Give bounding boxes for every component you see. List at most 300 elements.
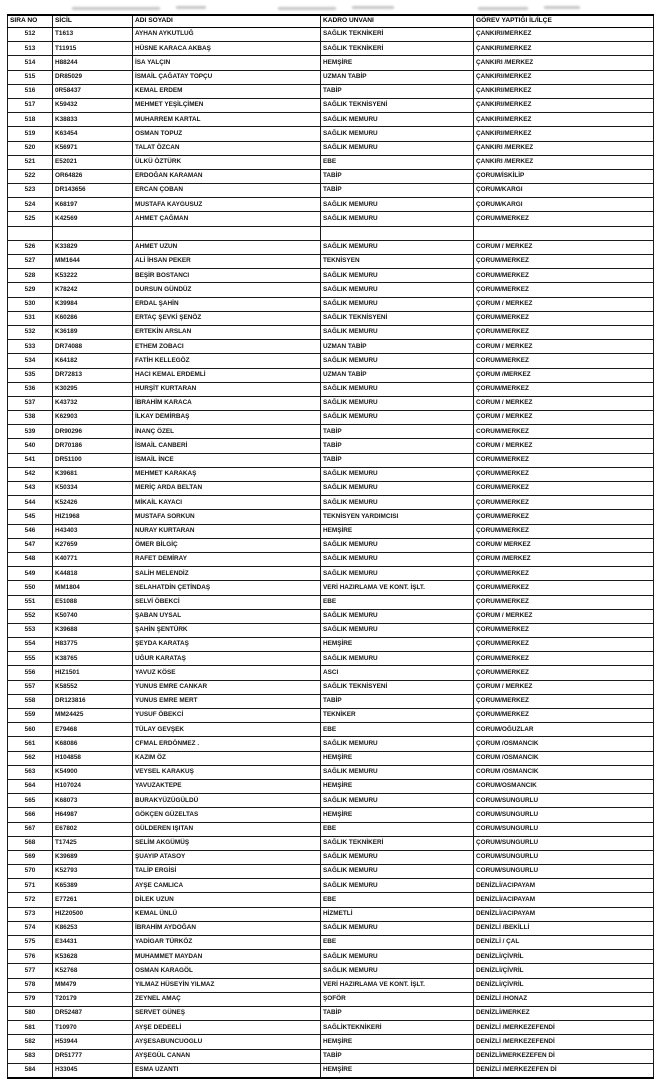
cell-gorev-il-ilce: DENİZLİ /MERKEZEFEN Dİ	[474, 1063, 654, 1078]
cell-gorev-il-ilce: CORUM / MERKEZ	[474, 340, 654, 354]
cell-adi-soyadi: MERİÇ ARDA BELTAN	[133, 482, 321, 496]
cell-kadro-unvani: HEMŞİRE	[321, 56, 474, 70]
table-row	[8, 723, 654, 737]
cell-adi-soyadi: KAZIM ÖZ	[133, 751, 321, 765]
cell-kadro-unvani: SAĞLIK MEMURU	[321, 765, 474, 779]
table-row	[8, 638, 654, 652]
empty-row	[8, 226, 654, 240]
cell-sicil: H107024	[53, 779, 133, 793]
table-row	[8, 751, 654, 765]
table-row	[8, 666, 654, 680]
cell-sicil: H104858	[53, 751, 133, 765]
table-row	[8, 467, 654, 481]
cell-sicil: H43403	[53, 524, 133, 538]
cell-sicil: H64987	[53, 808, 133, 822]
cell-sira-no: 534	[8, 354, 53, 368]
cell-gorev-il-ilce: DENİZLİ /BEKİLLİ	[474, 921, 654, 935]
cell-gorev-il-ilce: CORUM/OSMANCIK	[474, 779, 654, 793]
cell-sicil: K30295	[53, 382, 133, 396]
cell-gorev-il-ilce: ÇORUM/MERKEZ	[474, 311, 654, 325]
cell-kadro-unvani: UZMAN TABİP	[321, 368, 474, 382]
cell-adi-soyadi: İSA YALÇIN	[133, 56, 321, 70]
cell-gorev-il-ilce: ÇORUM/SUNGURLU	[474, 836, 654, 850]
cell-adi-soyadi: ÜLKÜ ÖZTÜRK	[133, 155, 321, 169]
cell-gorev-il-ilce: ÇORUM /OSMANCIK	[474, 737, 654, 751]
cell-sicil: K36189	[53, 325, 133, 339]
table-row	[8, 808, 654, 822]
cell-gorev-il-ilce: DENİZLİ /HONAZ	[474, 992, 654, 1006]
cell-adi-soyadi: YUNUS EMRE CANKAR	[133, 680, 321, 694]
cell-sira-no: 512	[8, 28, 53, 42]
cell-sira-no: 555	[8, 652, 53, 666]
cell-sira-no: 537	[8, 396, 53, 410]
cell-adi-soyadi: ESMA UZANTI	[133, 1063, 321, 1078]
cell-kadro-unvani: EBE	[321, 595, 474, 609]
cell-adi-soyadi: ŞAHİN ŞENTÜRK	[133, 623, 321, 637]
cell-sira-no: 557	[8, 680, 53, 694]
table-row	[8, 198, 654, 212]
cell-kadro-unvani: HEMŞİRE	[321, 1035, 474, 1049]
cell-adi-soyadi: ERDOĞAN KARAMAN	[133, 169, 321, 183]
cell-sira-no: 553	[8, 623, 53, 637]
cell-sira-no: 516	[8, 84, 53, 98]
table-row	[8, 482, 654, 496]
cell-gorev-il-ilce: ÇANKIRI/MERKEZ	[474, 42, 654, 56]
cell-sicil: HIZ1501	[53, 666, 133, 680]
cell-sira-no: 541	[8, 453, 53, 467]
cell-adi-soyadi: BEŞİR BOSTANCI	[133, 269, 321, 283]
cell-gorev-il-ilce: ÇORUM/MERKEZ	[474, 595, 654, 609]
cell-gorev-il-ilce: ÇORUM/MERKEZ	[474, 524, 654, 538]
cell-sicil: K59432	[53, 98, 133, 112]
table-row	[8, 879, 654, 893]
table-row	[8, 822, 654, 836]
column-header-sira-no: SIRA NO	[8, 15, 53, 28]
cell-kadro-unvani	[321, 226, 474, 240]
table-row	[8, 538, 654, 552]
cell-sira-no: 581	[8, 1021, 53, 1035]
cell-kadro-unvani: VERİ HAZIRLAMA VE KONT. İŞLT.	[321, 978, 474, 992]
cell-adi-soyadi: SALİH MELENDİZ	[133, 567, 321, 581]
cell-sira-no: 577	[8, 964, 53, 978]
table-row	[8, 765, 654, 779]
cell-kadro-unvani: SAĞLIK TEKNİKERİ	[321, 28, 474, 42]
scan-smudge	[352, 6, 394, 9]
cell-adi-soyadi: GÜLDEREN IŞITAN	[133, 822, 321, 836]
cell-kadro-unvani: TABİP	[321, 1049, 474, 1063]
cell-adi-soyadi: SELAHATDİN ÇETİNDAŞ	[133, 581, 321, 595]
cell-sira-no: 520	[8, 141, 53, 155]
cell-adi-soyadi: MEHMET KARAKAŞ	[133, 467, 321, 481]
cell-gorev-il-ilce: ÇORUM/MERKEZ	[474, 467, 654, 481]
cell-sicil: T1613	[53, 28, 133, 42]
table-row	[8, 212, 654, 226]
cell-sira-no: 567	[8, 822, 53, 836]
cell-adi-soyadi: SERVET GÜNEŞ	[133, 1006, 321, 1020]
table-row	[8, 297, 654, 311]
cell-kadro-unvani: SAĞLIK MEMURU	[321, 879, 474, 893]
table-row	[8, 1021, 654, 1035]
cell-sicil: K50740	[53, 609, 133, 623]
cell-kadro-unvani: SAĞLIK MEMURU	[321, 382, 474, 396]
cell-sicil: E34431	[53, 936, 133, 950]
cell-kadro-unvani: TABİP	[321, 694, 474, 708]
cell-adi-soyadi: ŞUAYIP ATASOY	[133, 850, 321, 864]
table-row	[8, 1063, 654, 1078]
cell-kadro-unvani: EBE	[321, 723, 474, 737]
cell-sira-no: 578	[8, 978, 53, 992]
cell-kadro-unvani: TEKNİSYEN YARDIMCISI	[321, 510, 474, 524]
cell-gorev-il-ilce: ÇORUM/MERKEZ	[474, 510, 654, 524]
cell-gorev-il-ilce: CORUM/MERKEZ	[474, 482, 654, 496]
cell-gorev-il-ilce: ÇANKIRI/MERKEZ	[474, 98, 654, 112]
cell-sira-no: 576	[8, 950, 53, 964]
cell-sicil: MM1644	[53, 255, 133, 269]
table-row	[8, 836, 654, 850]
cell-sicil: DR70186	[53, 439, 133, 453]
cell-sicil: K39689	[53, 850, 133, 864]
cell-sira-no: 522	[8, 169, 53, 183]
cell-kadro-unvani: SAĞLIK MEMURU	[321, 269, 474, 283]
cell-kadro-unvani: EBE	[321, 893, 474, 907]
cell-gorev-il-ilce: ÇORUM/MERKEZ	[474, 496, 654, 510]
cell-gorev-il-ilce: ÇORUM / MERKEZ	[474, 680, 654, 694]
cell-kadro-unvani: TABİP	[321, 169, 474, 183]
cell-kadro-unvani: EBE	[321, 155, 474, 169]
cell-gorev-il-ilce: ÇORUM/KARGI	[474, 184, 654, 198]
cell-sira-no: 547	[8, 538, 53, 552]
cell-kadro-unvani: UZMAN TABİP	[321, 340, 474, 354]
cell-gorev-il-ilce: ÇANKIRI /MERKEZ	[474, 56, 654, 70]
cell-adi-soyadi: MUSTAFA SORKUN	[133, 510, 321, 524]
cell-sicil: K78242	[53, 283, 133, 297]
cell-sicil: T11915	[53, 42, 133, 56]
cell-sira-no: 551	[8, 595, 53, 609]
cell-sira-no: 538	[8, 411, 53, 425]
table-row	[8, 1049, 654, 1063]
cell-sira-no: 527	[8, 255, 53, 269]
cell-adi-soyadi: ZEYNEL AMAÇ	[133, 992, 321, 1006]
cell-sira-no: 533	[8, 340, 53, 354]
cell-gorev-il-ilce: ÇORUM / MERKEZ	[474, 297, 654, 311]
column-header-sicil: SİCİL	[53, 15, 133, 28]
table-row	[8, 907, 654, 921]
table-row	[8, 978, 654, 992]
table-row	[8, 127, 654, 141]
cell-gorev-il-ilce: DENİZLİ/ACIPAYAM	[474, 907, 654, 921]
cell-gorev-il-ilce: CORUM / MERKEZ	[474, 396, 654, 410]
cell-sira-no: 562	[8, 751, 53, 765]
cell-kadro-unvani: SAĞLIK MEMURU	[321, 240, 474, 254]
cell-kadro-unvani: SAĞLİKTEKNİKERİ	[321, 1021, 474, 1035]
cell-kadro-unvani: EBE	[321, 936, 474, 950]
cell-sicil: DR90296	[53, 425, 133, 439]
table-row	[8, 411, 654, 425]
cell-sira-no: 542	[8, 467, 53, 481]
cell-adi-soyadi: NURAY KURTARAN	[133, 524, 321, 538]
cell-adi-soyadi: KEMAL ERDEM	[133, 84, 321, 98]
cell-sira-no: 543	[8, 482, 53, 496]
cell-adi-soyadi: İSMAİL CANBERİ	[133, 439, 321, 453]
table-row	[8, 936, 654, 950]
cell-adi-soyadi: YUNUS EMRE MERT	[133, 694, 321, 708]
cell-gorev-il-ilce: CORUM /OSMANCIK	[474, 765, 654, 779]
table-row	[8, 552, 654, 566]
cell-adi-soyadi	[133, 226, 321, 240]
cell-kadro-unvani: SAĞLIK MEMURU	[321, 467, 474, 481]
cell-sicil: T10970	[53, 1021, 133, 1035]
cell-gorev-il-ilce: ÇORUM/MERKEZ	[474, 567, 654, 581]
cell-gorev-il-ilce: ÇANKIRI /MERKEZ	[474, 155, 654, 169]
cell-sicil: OR64826	[53, 169, 133, 183]
table-row	[8, 609, 654, 623]
cell-adi-soyadi: ERTAÇ ŞEVKİ ŞENÖZ	[133, 311, 321, 325]
cell-adi-soyadi: GÖKÇEN GÜZELTAS	[133, 808, 321, 822]
cell-adi-soyadi: AYŞE CAMLICA	[133, 879, 321, 893]
table-row	[8, 340, 654, 354]
cell-adi-soyadi: AHMET ÇAĞMAN	[133, 212, 321, 226]
cell-sira-no: 565	[8, 794, 53, 808]
cell-kadro-unvani: ŞOFÖR	[321, 992, 474, 1006]
cell-adi-soyadi: YUSUF ÖBEKCİ	[133, 709, 321, 723]
cell-sicil: H53944	[53, 1035, 133, 1049]
cell-adi-soyadi: İNANÇ ÖZEL	[133, 425, 321, 439]
cell-sicil: K52426	[53, 496, 133, 510]
cell-sira-no: 532	[8, 325, 53, 339]
cell-kadro-unvani: SAĞLIK MEMURU	[321, 411, 474, 425]
cell-sicil: E52021	[53, 155, 133, 169]
cell-gorev-il-ilce: ÇORUM/MERKEZ	[474, 283, 654, 297]
table-row	[8, 98, 654, 112]
cell-sira-no: 521	[8, 155, 53, 169]
cell-adi-soyadi: ALİ İHSAN PEKER	[133, 255, 321, 269]
cell-gorev-il-ilce: CORUM/MERKEZ	[474, 354, 654, 368]
cell-gorev-il-ilce: CORUM / MERKEZ	[474, 439, 654, 453]
cell-sicil: K27659	[53, 538, 133, 552]
cell-sira-no: 518	[8, 113, 53, 127]
cell-sira-no: 544	[8, 496, 53, 510]
table-row	[8, 70, 654, 84]
cell-sira-no: 528	[8, 269, 53, 283]
cell-sira-no: 561	[8, 737, 53, 751]
cell-kadro-unvani: TABİP	[321, 184, 474, 198]
cell-sicil: E77261	[53, 893, 133, 907]
cell-gorev-il-ilce: ÇORUM/MERKEZ	[474, 694, 654, 708]
cell-sicil: DR51777	[53, 1049, 133, 1063]
cell-adi-soyadi: AYŞESABUNCUOGLU	[133, 1035, 321, 1049]
cell-sicil: K42569	[53, 212, 133, 226]
cell-kadro-unvani: TEKNİKER	[321, 709, 474, 723]
cell-gorev-il-ilce: CORUM/ MERKEZ	[474, 538, 654, 552]
table-row	[8, 396, 654, 410]
cell-sira-no: 525	[8, 212, 53, 226]
cell-adi-soyadi: İBRAHİM AYDOĞAN	[133, 921, 321, 935]
cell-gorev-il-ilce: ÇORUM/MERKEZ	[474, 652, 654, 666]
table-row	[8, 1035, 654, 1049]
cell-adi-soyadi: VEYSEL KARAKUŞ	[133, 765, 321, 779]
cell-sira-no: 531	[8, 311, 53, 325]
cell-kadro-unvani: SAĞLIK MEMURU	[321, 113, 474, 127]
cell-gorev-il-ilce: ÇANKIRI/MERKEZ	[474, 70, 654, 84]
scan-smudge	[176, 6, 206, 9]
column-header-kadro-unvani: KADRO UNVANI	[321, 15, 474, 28]
cell-sicil: MM1804	[53, 581, 133, 595]
cell-kadro-unvani: SAĞLIK MEMURU	[321, 198, 474, 212]
cell-sicil: K39681	[53, 467, 133, 481]
cell-adi-soyadi: DURSUN GÜNDÜZ	[133, 283, 321, 297]
cell-sicil: K38765	[53, 652, 133, 666]
cell-adi-soyadi: HÜSNE KARACA AKBAŞ	[133, 42, 321, 56]
table-row	[8, 680, 654, 694]
cell-sira-no: 517	[8, 98, 53, 112]
cell-adi-soyadi: İSMAİL ÇAĞATAY TOPÇU	[133, 70, 321, 84]
table-row	[8, 283, 654, 297]
cell-adi-soyadi: AYHAN AYKUTLUĞ	[133, 28, 321, 42]
cell-sira-no: 540	[8, 439, 53, 453]
cell-gorev-il-ilce: ÇORUM/MERKEZ	[474, 638, 654, 652]
cell-adi-soyadi: ERTEKİN ARSLAN	[133, 325, 321, 339]
cell-sicil: K53628	[53, 950, 133, 964]
cell-gorev-il-ilce: DENİZLİ/ACIPAYAM	[474, 879, 654, 893]
cell-gorev-il-ilce: CORUM /OSMANCIK	[474, 751, 654, 765]
cell-adi-soyadi: AYŞE DEDEELİ	[133, 1021, 321, 1035]
cell-kadro-unvani: SAĞLIK MEMURU	[321, 538, 474, 552]
cell-sicil: E67802	[53, 822, 133, 836]
cell-sira-no: 514	[8, 56, 53, 70]
cell-sicil: K39688	[53, 623, 133, 637]
cell-kadro-unvani: SAĞLIK MEMURU	[321, 652, 474, 666]
cell-adi-soyadi: SELVİ ÖBEKCİ	[133, 595, 321, 609]
cell-kadro-unvani: TABİP	[321, 425, 474, 439]
cell-sicil: K68086	[53, 737, 133, 751]
table-row	[8, 524, 654, 538]
table-row	[8, 595, 654, 609]
table-row	[8, 567, 654, 581]
cell-gorev-il-ilce: CORUM / MERKEZ	[474, 240, 654, 254]
cell-sicil: K86253	[53, 921, 133, 935]
cell-sira-no: 558	[8, 694, 53, 708]
cell-sicil: T17425	[53, 836, 133, 850]
cell-sicil: H88244	[53, 56, 133, 70]
cell-gorev-il-ilce: DENİZLİ/ÇİVRİL	[474, 978, 654, 992]
table-row	[8, 623, 654, 637]
table-row	[8, 453, 654, 467]
cell-sicil: HIZ1968	[53, 510, 133, 524]
cell-sira-no: 556	[8, 666, 53, 680]
table-row	[8, 184, 654, 198]
cell-adi-soyadi: OSMAN TOPUZ	[133, 127, 321, 141]
cell-sira-no: 536	[8, 382, 53, 396]
cell-sicil: H33045	[53, 1063, 133, 1078]
cell-sira-no: 545	[8, 510, 53, 524]
cell-sicil: DR51100	[53, 453, 133, 467]
cell-sicil: K56971	[53, 141, 133, 155]
cell-sira-no: 552	[8, 609, 53, 623]
cell-kadro-unvani: VERİ HAZIRLAMA VE KONT. İŞLT.	[321, 581, 474, 595]
cell-kadro-unvani: EBE	[321, 822, 474, 836]
cell-sicil: K64182	[53, 354, 133, 368]
cell-gorev-il-ilce: CORUM/SUNGURLU	[474, 808, 654, 822]
cell-adi-soyadi: FATİH KELLEGÖZ	[133, 354, 321, 368]
cell-gorev-il-ilce: CORUM/SUNGURLU	[474, 822, 654, 836]
cell-kadro-unvani: SAĞLIK TEKNİKERİ	[321, 836, 474, 850]
table-row	[8, 950, 654, 964]
cell-sicil: K68197	[53, 198, 133, 212]
cell-sira-no: 519	[8, 127, 53, 141]
cell-sicil: K44818	[53, 567, 133, 581]
cell-sicil: K38833	[53, 113, 133, 127]
cell-adi-soyadi: MUHAMMET MAYDAN	[133, 950, 321, 964]
cell-kadro-unvani: SAĞLIK MEMURU	[321, 850, 474, 864]
cell-gorev-il-ilce: ÇANKIRI /MERKEZ	[474, 141, 654, 155]
cell-sira-no: 571	[8, 879, 53, 893]
cell-gorev-il-ilce: ÇORUM / MERKEZ	[474, 411, 654, 425]
cell-gorev-il-ilce: ÇORUM /MERKEZ	[474, 368, 654, 382]
cell-sira-no: 572	[8, 893, 53, 907]
cell-kadro-unvani: SAĞLIK MEMURU	[321, 737, 474, 751]
cell-gorev-il-ilce: CORUM/SUNGURLU	[474, 794, 654, 808]
cell-sicil: K39984	[53, 297, 133, 311]
column-header-adi-soyadi: ADI SOYADI	[133, 15, 321, 28]
cell-sicil: K68073	[53, 794, 133, 808]
cell-gorev-il-ilce: ÇANKIRI/MERKEZ	[474, 127, 654, 141]
table-row	[8, 496, 654, 510]
cell-kadro-unvani: TABİP	[321, 453, 474, 467]
scan-smudge	[278, 7, 336, 10]
cell-gorev-il-ilce	[474, 226, 654, 240]
cell-sira-no: 526	[8, 240, 53, 254]
cell-gorev-il-ilce: CORUM/MERKEZ	[474, 269, 654, 283]
cell-sira-no: 530	[8, 297, 53, 311]
cell-gorev-il-ilce: DENİZLİ /MERKEZEFENDİ	[474, 1035, 654, 1049]
cell-sira-no: 568	[8, 836, 53, 850]
cell-sira-no: 582	[8, 1035, 53, 1049]
cell-sira-no: 560	[8, 723, 53, 737]
table-row	[8, 964, 654, 978]
cell-sira-no: 546	[8, 524, 53, 538]
table-row	[8, 42, 654, 56]
cell-adi-soyadi: İLKAY DEMİRBAŞ	[133, 411, 321, 425]
cell-sira-no: 550	[8, 581, 53, 595]
cell-gorev-il-ilce: DENİZLİ/MERKEZEFEN Dİ	[474, 1049, 654, 1063]
cell-adi-soyadi: SELİM AKGÜMÜŞ	[133, 836, 321, 850]
table-row	[8, 850, 654, 864]
cell-sicil: 0R58437	[53, 84, 133, 98]
cell-kadro-unvani: HEMŞİRE	[321, 779, 474, 793]
cell-sicil: K50334	[53, 482, 133, 496]
cell-kadro-unvani: SAĞLIK MEMURU	[321, 396, 474, 410]
cell-sicil: K65389	[53, 879, 133, 893]
cell-sicil: MM24425	[53, 709, 133, 723]
cell-adi-soyadi: RAFET DEMİRAY	[133, 552, 321, 566]
cell-sira-no: 566	[8, 808, 53, 822]
cell-adi-soyadi: AHMET UZUN	[133, 240, 321, 254]
cell-gorev-il-ilce: ÇANKIRI/MERKEZ	[474, 84, 654, 98]
table-header	[8, 15, 654, 28]
cell-sira-no: 554	[8, 638, 53, 652]
cell-adi-soyadi: HACI KEMAL ERDEMLİ	[133, 368, 321, 382]
cell-sira-no: 535	[8, 368, 53, 382]
cell-gorev-il-ilce: ÇORUM/MERKEZ	[474, 212, 654, 226]
cell-gorev-il-ilce: ÇORUM/KARGI	[474, 198, 654, 212]
cell-kadro-unvani: SAĞLIK MEMURU	[321, 297, 474, 311]
cell-adi-soyadi: ERDAL ŞAHİN	[133, 297, 321, 311]
cell-sicil: DR85029	[53, 70, 133, 84]
table-row	[8, 921, 654, 935]
cell-kadro-unvani: UZMAN TABİP	[321, 70, 474, 84]
cell-kadro-unvani: SAĞLIK MEMURU	[321, 609, 474, 623]
cell-sira-no: 515	[8, 70, 53, 84]
